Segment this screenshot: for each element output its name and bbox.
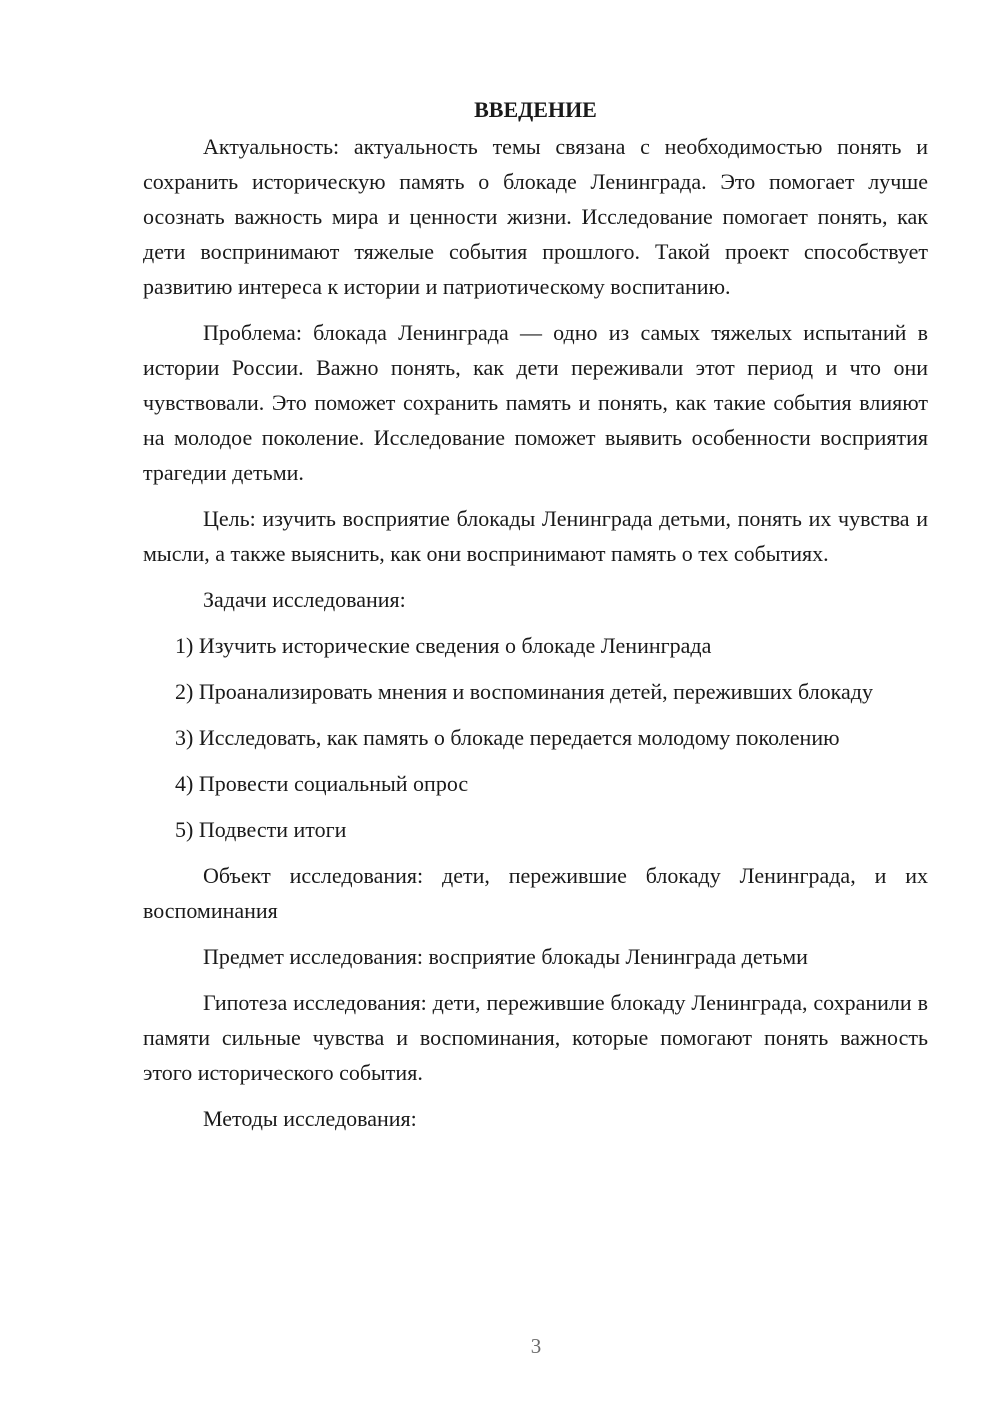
paragraph-methods: Методы исследования: <box>203 1106 417 1131</box>
document-page <box>143 92 928 1147</box>
paragraph-subject: Предмет исследования: восприятие блокады Ленинграда детьми <box>203 944 808 969</box>
task-item-5: 5) Подвести итоги <box>175 817 347 842</box>
paragraph-goal: Цель: изучить восприятие блокады Ленинграда детьми, понять их чувства и мысли, а также выяснить, как они воспринимают память о тех событиях. <box>143 506 928 566</box>
paragraph-relevance: Актуальность: актуальность темы связана с необходимостью понять и сохранить историческую память о блокаде Ленинграда. Это помогает лучше осознать важность мира и ценности жизни. Исследование помогает понять, как дети воспринимают тяжелые события прошлого. Такой проект способствует развитию интереса к истории и патриотическому воспитанию. <box>143 134 928 299</box>
paragraph-object: Объект исследования: дети, пережившие блокаду Ленинграда, и их воспоминания <box>143 863 928 923</box>
paragraph-hypothesis: Гипотеза исследования: дети, пережившие блокаду Ленинграда, сохранили в памяти сильные чувства и воспоминания, которые помогают понять важность этого исторического события. <box>143 990 928 1085</box>
tasks-heading: Задачи исследования: <box>203 587 406 612</box>
task-item-4: 4) Провести социальный опрос <box>175 771 469 796</box>
task-item-3: 3) Исследовать, как память о блокаде передается молодому поколению <box>175 725 840 750</box>
page-title: ВВЕДЕНИЕ <box>474 97 597 122</box>
task-item-2: 2) Проанализировать мнения и воспоминания детей, переживших блокаду <box>175 679 873 704</box>
paragraph-problem: Проблема: блокада Ленинграда — одно из самых тяжелых испытаний в истории России. Важно понять, как дети переживали этот период и что они чувствовали. Это поможет сохранить память и понять, как такие события влияют на молодое поколение. Исследование поможет выявить особенности восприятия трагедии детьми. <box>143 320 928 485</box>
page-number: 3 <box>530 1334 542 1358</box>
task-item-1: 1) Изучить исторические сведения о блокаде Ленинграда <box>175 633 712 658</box>
